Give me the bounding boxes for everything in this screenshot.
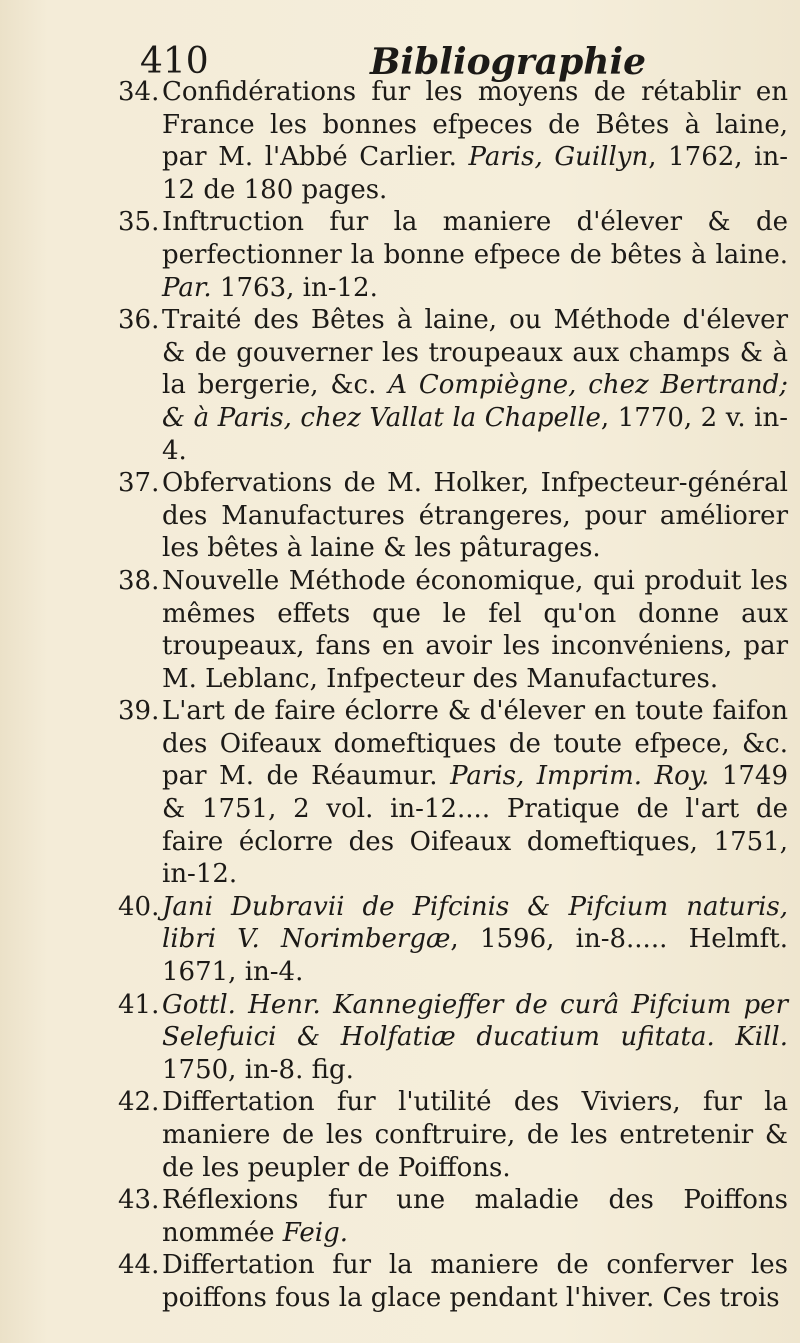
entry-number: 42.: [118, 1087, 160, 1118]
entry-34: 34. Confidérations fur les moyens de rétablir en France les bonnes efpeces de Bêtes à laine, par M. l'Abbé Carlier. Paris, Guillyn, 1762, in-12 de 180 pages.: [118, 77, 789, 205]
entry-number: 40.: [118, 891, 160, 922]
entry-43: 43. Réflexions fur une maladie des Poiffons nommée Feig.: [118, 1185, 788, 1248]
entry-36: 36. Traité des Bêtes à laine, ou Méthode d'élever & de gouverner les troupeaux aux champs & à la bergerie, &c. A Compiègne, chez Bertrand; & à Paris, chez Vallat la Chapelle, 1770, 2 v. in-4.: [118, 305, 788, 466]
bibliography-list: [118, 76, 788, 1315]
entry-number: 37.: [118, 468, 160, 499]
entry-37: 37. Obfervations de M. Holker, Infpecteur-général des Manufactures étrangeres, pour améliorer les bêtes à laine & les pâturages.: [118, 468, 788, 564]
entry-44: 44. Differtation fur la maniere de conferver les poiffons fous la glace pendant l'hiver. Ces trois: [118, 1250, 788, 1313]
entry-number: 39.: [118, 696, 160, 727]
page-number: 410: [140, 41, 209, 82]
entry-number: 43.: [118, 1185, 160, 1216]
entry-number: 34.: [118, 77, 160, 107]
entry-35: 35. Inftruction fur la maniere d'élever & de perfectionner la bonne efpece de bêtes à laine. Par. 1763, in-12.: [118, 207, 788, 303]
entry-number: 44.: [118, 1250, 160, 1281]
entry-38: 38. Nouvelle Méthode économique, qui produit les mêmes effets que le fel qu'on donne aux troupeaux, fans en avoir les inconvéniens, par M. Leblanc, Infpecteur des Manufactures.: [118, 565, 788, 694]
entry-number: 35.: [118, 207, 160, 238]
entry-39: 39. L'art de faire éclorre & d'élever en toute faifon des Oifeaux domeftiques de toute efpece, &c. par M. de Réaumur. Paris, Imprim. Roy. 1749 & 1751, 2 vol. in-12.... Pratique de l'art de faire éclorre des Oifeaux domeftiques, 1751, in-12.: [118, 696, 788, 890]
entry-41: 41. Gottl. Henr. Kannegieffer de curâ Pifcium per Selefuici & Holfatiæ ducatium ufitata. Kill. 1750, in-8. fig.: [118, 989, 788, 1085]
entry-42: 42. Differtation fur l'utilité des Viviers, fur la maniere de les conftruire, de les entretenir & de les peupler de Poiffons.: [118, 1087, 788, 1183]
entry-number: 36.: [118, 305, 160, 336]
entry-number: 41.: [118, 989, 160, 1020]
entry-40: 40. Jani Dubravii de Pifcinis & Pifcium naturis, libri V. Norimbergæ, 1596, in-8..... Helmft. 1671, in-4.: [118, 891, 788, 988]
entry-number: 38.: [118, 565, 160, 596]
running-title: Bibliographie: [370, 41, 647, 83]
